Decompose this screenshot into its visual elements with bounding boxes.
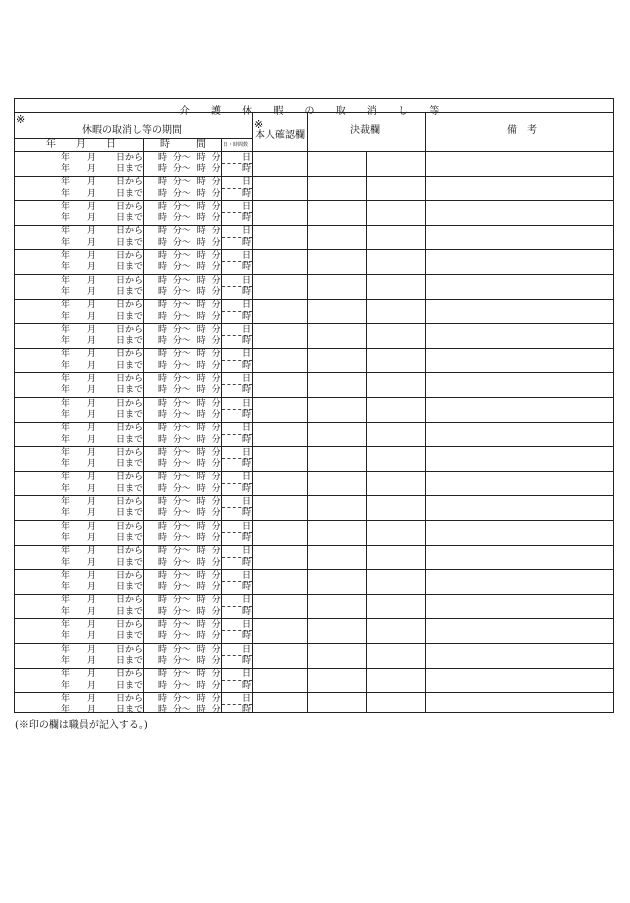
row-month: 月: [87, 483, 97, 494]
row-from-label: 日から: [116, 496, 144, 507]
row-time-to: 時 分～ 時 分: [158, 434, 221, 445]
row-year: 年: [61, 557, 71, 568]
row-from-label: 日から: [116, 373, 144, 384]
row-month: 月: [87, 152, 97, 163]
row-year: 年: [61, 644, 71, 655]
row-month: 月: [87, 656, 97, 666]
row-time-from: 時 分～ 時 分: [158, 496, 221, 507]
row-month: 月: [87, 693, 97, 704]
row-time-from: 時 分～ 時 分: [158, 300, 221, 311]
row-year: 年: [61, 201, 71, 212]
row-month: 月: [87, 631, 97, 642]
row-year: 年: [61, 705, 71, 716]
row-from-label: 日から: [116, 447, 144, 458]
row-month: 月: [87, 619, 97, 630]
row-time-to: 時 分～ 時 分: [158, 656, 221, 666]
row-divider: [15, 520, 613, 521]
row-divider: [15, 668, 613, 669]
row-to-label: 日まで: [116, 656, 144, 666]
row-month: 月: [87, 521, 97, 532]
row-time-from: 時 分～ 時 分: [158, 619, 221, 630]
row-to-label: 日まで: [116, 213, 144, 224]
row-year: 年: [61, 360, 71, 371]
row-unit-day: 日: [242, 521, 252, 532]
confirm-header: 本人確認欄: [255, 130, 305, 141]
row-year: 年: [61, 582, 71, 593]
row-divider: [15, 618, 613, 619]
row-to-label: 日まで: [116, 188, 144, 199]
row-month: 月: [87, 385, 97, 396]
row-year: 年: [61, 521, 71, 532]
row-month: 月: [87, 570, 97, 581]
row-unit-day: 日: [242, 447, 252, 458]
row-unit-hour: 時: [242, 656, 252, 666]
row-to-label: 日まで: [116, 336, 144, 347]
row-time-from: 時 分～ 時 分: [158, 546, 221, 557]
row-time-to: 時 分～ 時 分: [158, 336, 221, 347]
row-time-to: 時 分～ 時 分: [158, 164, 221, 174]
confirm-right-border: [307, 112, 308, 712]
row-unit-day: 日: [242, 349, 252, 360]
row-month: 月: [87, 680, 97, 691]
row-unit-hour: 時: [242, 508, 252, 519]
row-month: 月: [87, 250, 97, 261]
row-month: 月: [87, 557, 97, 568]
row-to-label: 日まで: [116, 385, 144, 396]
row-year: 年: [61, 508, 71, 519]
row-to-label: 日まで: [116, 483, 144, 494]
row-unit-day: 日: [242, 423, 252, 434]
row-unit-hour: 時: [242, 582, 252, 593]
row-from-label: 日から: [116, 472, 144, 483]
row-divider: [15, 348, 613, 349]
row-from-label: 日から: [116, 644, 144, 655]
col-unit: 日・時間数: [223, 142, 249, 148]
row-from-label: 日から: [116, 595, 144, 606]
row-year: 年: [61, 349, 71, 360]
row-unit-hour: 時: [242, 705, 252, 716]
row-month: 月: [87, 188, 97, 199]
row-year: 年: [61, 226, 71, 237]
row-from-label: 日から: [116, 250, 144, 261]
row-unit-hour: 時: [242, 680, 252, 691]
row-month: 月: [87, 472, 97, 483]
row-from-label: 日から: [116, 300, 144, 311]
row-to-label: 日まで: [116, 164, 144, 174]
row-month: 月: [87, 546, 97, 557]
row-year: 年: [61, 570, 71, 581]
row-year: 年: [61, 669, 71, 680]
row-year: 年: [61, 459, 71, 470]
row-time-from: 時 分～ 時 分: [158, 521, 221, 532]
row-unit-day: 日: [242, 324, 252, 335]
row-year: 年: [61, 483, 71, 494]
row-year: 年: [61, 546, 71, 557]
row-unit-day: 日: [242, 472, 252, 483]
row-from-label: 日から: [116, 177, 144, 188]
row-year: 年: [61, 336, 71, 347]
col-time-b: 間: [196, 139, 206, 150]
row-time-from: 時 分～ 時 分: [158, 373, 221, 384]
row-year: 年: [61, 434, 71, 445]
row-unit-hour: 時: [242, 213, 252, 224]
row-year: 年: [61, 631, 71, 642]
row-unit-day: 日: [242, 619, 252, 630]
row-time-from: 時 分～ 時 分: [158, 669, 221, 680]
row-time-to: 時 分～ 時 分: [158, 705, 221, 716]
row-month: 月: [87, 360, 97, 371]
confirm-mark: ※: [254, 118, 264, 131]
row-to-label: 日まで: [116, 557, 144, 568]
row-year: 年: [61, 398, 71, 409]
row-to-label: 日まで: [116, 287, 144, 297]
header-bottom-line: [15, 151, 613, 152]
row-unit-hour: 時: [242, 287, 252, 297]
row-time-from: 時 分～ 時 分: [158, 152, 221, 163]
row-year: 年: [61, 164, 71, 174]
col-year: 年: [46, 139, 56, 150]
row-unit-day: 日: [242, 398, 252, 409]
approval-split: [366, 152, 367, 712]
title-divider: [15, 112, 613, 113]
row-year: 年: [61, 595, 71, 606]
approval-header: 決裁欄: [350, 125, 380, 136]
row-unit-day: 日: [242, 226, 252, 237]
row-time-from: 時 分～ 時 分: [158, 447, 221, 458]
form-title: 介 護 休 暇 の 取 消 し 等: [179, 106, 449, 117]
row-unit-hour: 時: [242, 459, 252, 470]
row-month: 月: [87, 164, 97, 174]
row-month: 月: [87, 177, 97, 188]
row-unit-hour: 時: [242, 164, 252, 174]
row-month: 月: [87, 410, 97, 420]
row-unit-hour: 時: [242, 483, 252, 494]
row-year: 年: [61, 385, 71, 396]
row-month: 月: [87, 669, 97, 680]
row-year: 年: [61, 311, 71, 322]
row-time-from: 時 分～ 時 分: [158, 201, 221, 212]
row-divider: [15, 594, 613, 595]
row-to-label: 日まで: [116, 459, 144, 470]
row-year: 年: [61, 680, 71, 691]
row-year: 年: [61, 262, 71, 273]
row-divider: [15, 495, 613, 496]
row-unit-hour: 時: [242, 434, 252, 445]
row-month: 月: [87, 644, 97, 655]
row-unit-day: 日: [242, 669, 252, 680]
row-year: 年: [61, 324, 71, 335]
row-month: 月: [87, 423, 97, 434]
row-time-from: 時 分～ 時 分: [158, 275, 221, 286]
row-time-to: 時 分～ 時 分: [158, 508, 221, 519]
row-from-label: 日から: [116, 546, 144, 557]
row-month: 月: [87, 262, 97, 273]
row-time-to: 時 分～ 時 分: [158, 680, 221, 691]
row-unit-day: 日: [242, 570, 252, 581]
row-year: 年: [61, 373, 71, 384]
row-unit-hour: 時: [242, 410, 252, 420]
row-time-from: 時 分～ 時 分: [158, 423, 221, 434]
row-time-to: 時 分～ 時 分: [158, 606, 221, 617]
row-time-from: 時 分～ 時 分: [158, 177, 221, 188]
row-time-from: 時 分～ 時 分: [158, 324, 221, 335]
row-year: 年: [61, 275, 71, 286]
row-time-to: 時 分～ 時 分: [158, 582, 221, 593]
row-from-label: 日から: [116, 398, 144, 409]
row-year: 年: [61, 237, 71, 248]
leave-cancellation-form: [14, 98, 614, 716]
row-unit-hour: 時: [242, 336, 252, 347]
row-year: 年: [61, 619, 71, 630]
row-divider: [15, 200, 613, 201]
row-time-to: 時 分～ 時 分: [158, 459, 221, 470]
row-time-from: 時 分～ 時 分: [158, 398, 221, 409]
row-to-label: 日まで: [116, 508, 144, 519]
row-time-from: 時 分～ 時 分: [158, 595, 221, 606]
row-month: 月: [87, 434, 97, 445]
row-to-label: 日まで: [116, 262, 144, 273]
row-month: 月: [87, 398, 97, 409]
row-year: 年: [61, 656, 71, 666]
row-time-to: 時 分～ 時 分: [158, 385, 221, 396]
row-time-to: 時 分～ 時 分: [158, 360, 221, 371]
row-unit-hour: 時: [242, 311, 252, 322]
row-divider: [15, 323, 613, 324]
row-year: 年: [61, 447, 71, 458]
row-month: 月: [87, 213, 97, 224]
row-time-to: 時 分～ 時 分: [158, 311, 221, 322]
row-time-to: 時 分～ 時 分: [158, 410, 221, 420]
row-year: 年: [61, 472, 71, 483]
row-unit-day: 日: [242, 693, 252, 704]
row-month: 月: [87, 201, 97, 212]
row-unit-hour: 時: [242, 237, 252, 248]
row-time-from: 時 分～ 時 分: [158, 693, 221, 704]
row-year: 年: [61, 188, 71, 199]
row-unit-day: 日: [242, 644, 252, 655]
row-divider: [15, 372, 613, 373]
row-month: 月: [87, 496, 97, 507]
row-year: 年: [61, 177, 71, 188]
row-unit-hour: 時: [242, 557, 252, 568]
row-divider: [15, 545, 613, 546]
approval-right-border: [425, 112, 426, 712]
row-unit-day: 日: [242, 373, 252, 384]
row-unit-day: 日: [242, 300, 252, 311]
row-unit-hour: 時: [242, 631, 252, 642]
row-unit-hour: 時: [242, 360, 252, 371]
row-time-from: 時 分～ 時 分: [158, 570, 221, 581]
row-from-label: 日から: [116, 619, 144, 630]
row-year: 年: [61, 152, 71, 163]
row-unit-day: 日: [242, 152, 252, 163]
row-from-label: 日から: [116, 669, 144, 680]
row-to-label: 日まで: [116, 434, 144, 445]
row-from-label: 日から: [116, 521, 144, 532]
row-year: 年: [61, 423, 71, 434]
col-month: 月: [76, 139, 86, 150]
row-to-label: 日まで: [116, 237, 144, 248]
row-from-label: 日から: [116, 201, 144, 212]
row-time-from: 時 分～ 時 分: [158, 226, 221, 237]
row-divider: [15, 225, 613, 226]
row-from-label: 日から: [116, 275, 144, 286]
row-divider: [15, 692, 613, 693]
row-divider: [15, 274, 613, 275]
row-divider: [15, 471, 613, 472]
row-year: 年: [61, 533, 71, 543]
row-year: 年: [61, 693, 71, 704]
row-time-from: 時 分～ 時 分: [158, 644, 221, 655]
row-unit-day: 日: [242, 275, 252, 286]
row-to-label: 日まで: [116, 410, 144, 420]
row-month: 月: [87, 705, 97, 716]
row-time-to: 時 分～ 時 分: [158, 188, 221, 199]
row-year: 年: [61, 410, 71, 420]
row-from-label: 日から: [116, 349, 144, 360]
row-to-label: 日まで: [116, 533, 144, 543]
row-divider: [15, 643, 613, 644]
row-time-from: 時 分～ 時 分: [158, 349, 221, 360]
row-unit-day: 日: [242, 250, 252, 261]
row-year: 年: [61, 496, 71, 507]
row-month: 月: [87, 275, 97, 286]
row-year: 年: [61, 606, 71, 617]
remarks-header: 備 考: [507, 125, 537, 136]
row-time-to: 時 分～ 時 分: [158, 262, 221, 273]
row-time-to: 時 分～ 時 分: [158, 213, 221, 224]
row-year: 年: [61, 300, 71, 311]
row-unit-hour: 時: [242, 385, 252, 396]
row-divider: [15, 299, 613, 300]
row-month: 月: [87, 324, 97, 335]
row-month: 月: [87, 508, 97, 519]
row-unit-hour: 時: [242, 533, 252, 543]
row-month: 月: [87, 226, 97, 237]
row-month: 月: [87, 582, 97, 593]
footnote: (※印の欄は職員が記入する。): [15, 720, 148, 731]
row-to-label: 日まで: [116, 631, 144, 642]
row-month: 月: [87, 349, 97, 360]
row-unit-hour: 時: [242, 606, 252, 617]
row-divider: [15, 422, 613, 423]
row-unit-hour: 時: [242, 188, 252, 199]
row-time-from: 時 分～ 時 分: [158, 250, 221, 261]
staff-mark: ※: [16, 113, 26, 126]
row-divider: [15, 569, 613, 570]
row-month: 月: [87, 606, 97, 617]
row-time-from: 時 分～ 時 分: [158, 472, 221, 483]
row-divider: [15, 446, 613, 447]
row-from-label: 日から: [116, 324, 144, 335]
row-unit-day: 日: [242, 201, 252, 212]
row-from-label: 日から: [116, 226, 144, 237]
row-to-label: 日まで: [116, 705, 144, 716]
row-time-to: 時 分～ 時 分: [158, 557, 221, 568]
row-time-to: 時 分～ 時 分: [158, 287, 221, 297]
period-header: 休暇の取消し等の期間: [82, 125, 182, 136]
row-month: 月: [87, 311, 97, 322]
row-unit-hour: 時: [242, 262, 252, 273]
row-time-to: 時 分～ 時 分: [158, 237, 221, 248]
row-unit-day: 日: [242, 595, 252, 606]
row-to-label: 日まで: [116, 606, 144, 617]
row-to-label: 日まで: [116, 311, 144, 322]
row-divider: [15, 176, 613, 177]
col-time-a: 時: [160, 139, 170, 150]
row-month: 月: [87, 459, 97, 470]
row-from-label: 日から: [116, 570, 144, 581]
row-time-to: 時 分～ 時 分: [158, 533, 221, 543]
row-month: 月: [87, 237, 97, 248]
row-unit-day: 日: [242, 177, 252, 188]
row-month: 月: [87, 447, 97, 458]
row-time-to: 時 分～ 時 分: [158, 483, 221, 494]
row-month: 月: [87, 595, 97, 606]
row-month: 月: [87, 533, 97, 543]
row-month: 月: [87, 336, 97, 347]
row-unit-day: 日: [242, 546, 252, 557]
row-month: 月: [87, 373, 97, 384]
row-divider: [15, 249, 613, 250]
row-year: 年: [61, 250, 71, 261]
row-to-label: 日まで: [116, 360, 144, 371]
row-year: 年: [61, 287, 71, 297]
row-divider: [15, 397, 613, 398]
row-from-label: 日から: [116, 423, 144, 434]
row-to-label: 日まで: [116, 680, 144, 691]
row-time-to: 時 分～ 時 分: [158, 631, 221, 642]
row-month: 月: [87, 300, 97, 311]
row-unit-day: 日: [242, 496, 252, 507]
col-day: 日: [106, 139, 116, 150]
row-year: 年: [61, 213, 71, 224]
period-right-border: [252, 112, 253, 712]
row-from-label: 日から: [116, 693, 144, 704]
row-month: 月: [87, 287, 97, 297]
row-to-label: 日まで: [116, 582, 144, 593]
row-from-label: 日から: [116, 152, 144, 163]
